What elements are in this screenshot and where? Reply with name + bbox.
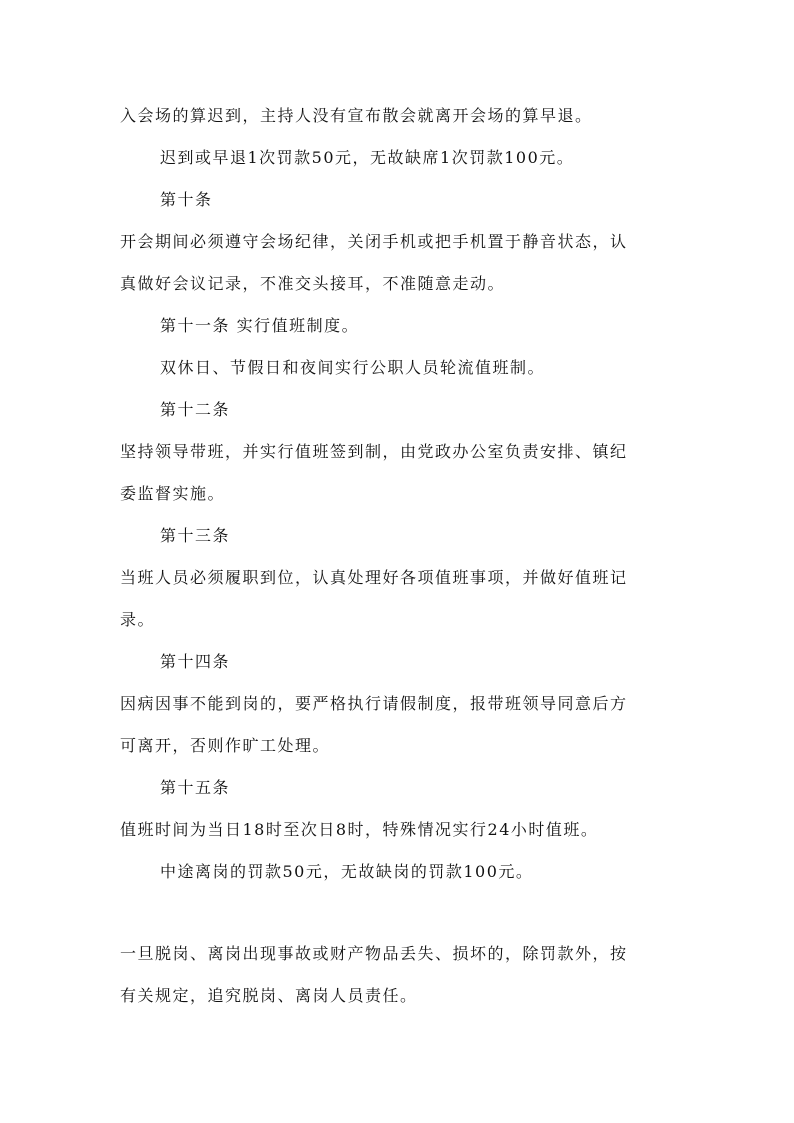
paragraph-line: 入会场的算迟到，主持人没有宣布散会就离开会场的算早退。 <box>120 106 593 125</box>
paragraph-line: 坚持领导带班，并实行值班签到制，由党政办公室负责安排、镇纪 <box>120 442 628 461</box>
article-heading: 第十一条 实行值班制度。 <box>160 316 360 335</box>
paragraph-line: 迟到或早退1次罚款50元，无故缺席1次罚款100元。 <box>160 148 575 167</box>
paragraph-line: 真做好会议记录，不准交头接耳，不准随意走动。 <box>120 274 506 293</box>
paragraph-line: 有关规定，追究脱岗、离岗人员责任。 <box>120 986 418 1005</box>
paragraph-line: 可离开，否则作旷工处理。 <box>120 736 331 755</box>
article-heading: 第十四条 <box>160 652 231 671</box>
paragraph-line: 中途离岗的罚款50元，无故缺岗的罚款100元。 <box>160 862 534 881</box>
paragraph-line: 录。 <box>120 610 156 629</box>
article-heading: 第十条 <box>160 190 213 209</box>
paragraph-line: 因病因事不能到岗的，要严格执行请假制度，报带班领导同意后方 <box>120 694 628 713</box>
paragraph-line: 一旦脱岗、离岗出现事故或财产物品丢失、损坏的，除罚款外，按 <box>120 944 628 963</box>
paragraph-line: 值班时间为当日18时至次日8时，特殊情况实行24小时值班。 <box>120 820 599 839</box>
paragraph-line: 开会期间必须遵守会场纪律，关闭手机或把手机置于静音状态，认 <box>120 232 628 251</box>
paragraph-line: 当班人员必须履职到位，认真处理好各项值班事项，并做好值班记 <box>120 568 628 587</box>
article-heading: 第十二条 <box>160 400 231 419</box>
paragraph-line: 委监督实施。 <box>120 484 226 503</box>
article-heading: 第十五条 <box>160 778 231 797</box>
paragraph-line: 双休日、节假日和夜间实行公职人员轮流值班制。 <box>160 358 546 377</box>
article-heading: 第十三条 <box>160 526 231 545</box>
